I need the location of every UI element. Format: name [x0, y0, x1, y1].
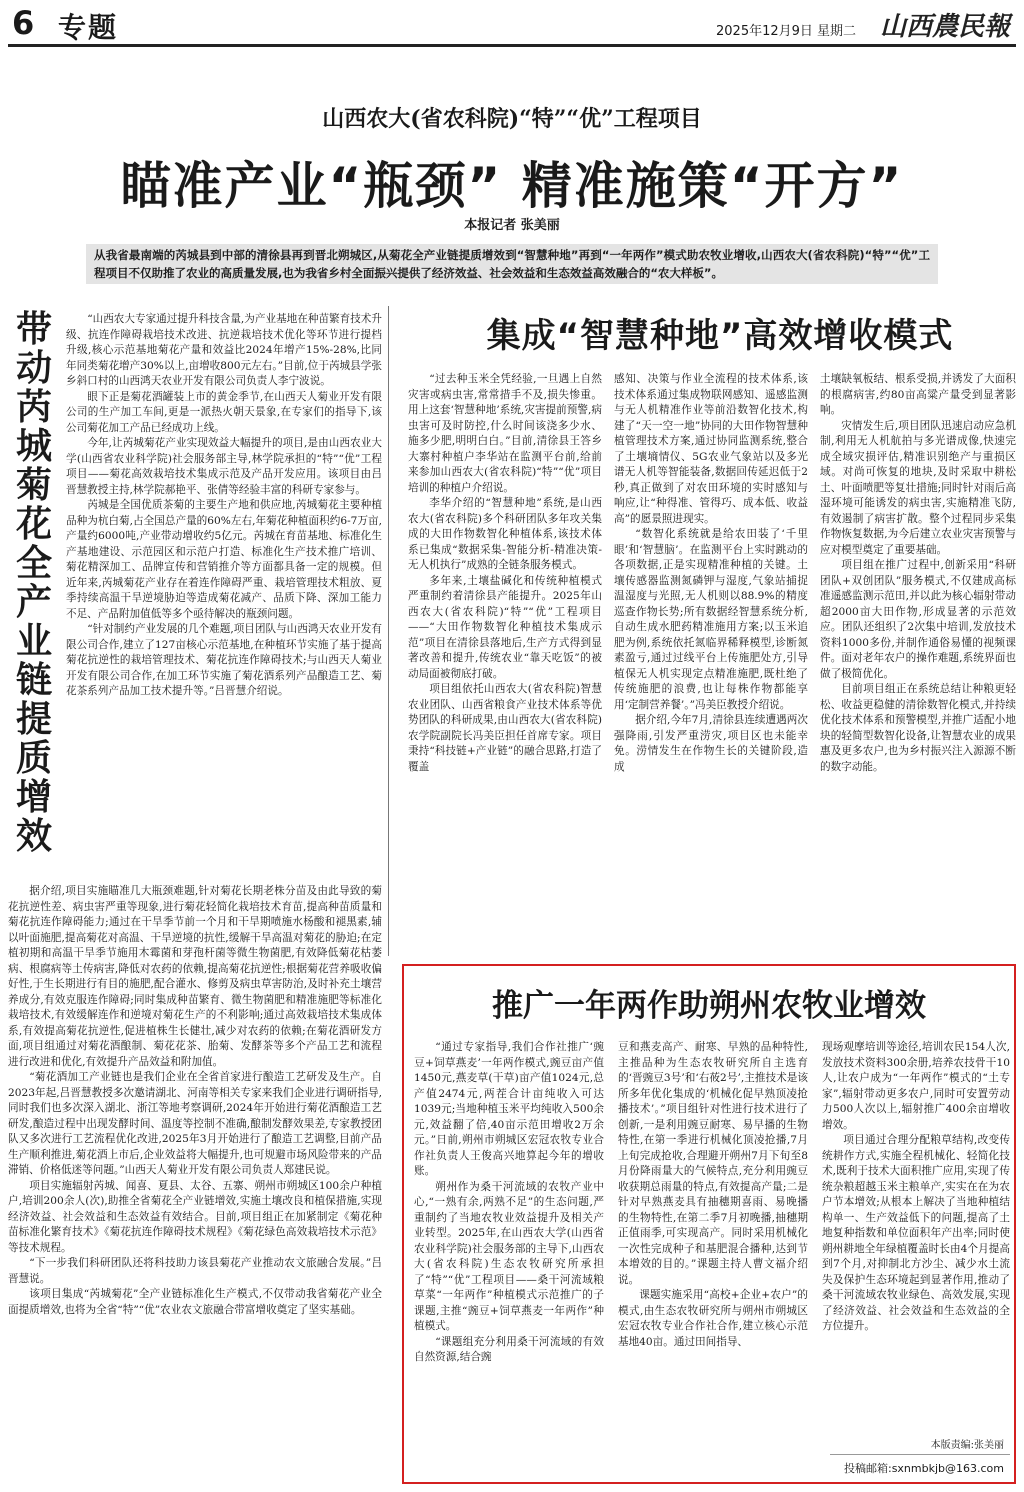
column-divider — [388, 306, 389, 956]
page-number: 6 — [12, 4, 35, 42]
story1-column-top — [66, 312, 382, 882]
story2-column-2 — [614, 372, 808, 956]
story2-column-3 — [820, 372, 1016, 956]
paragraph: 多年来,土壤盐碱化和传统种植模式严重制约着清徐县产能提升。2025年山西农大(省农科院)“特”“优”工程项目——“大田作物数智化种植技术集成示范”项目在清徐县落地后,生产方式得到显著改善和提升,传统农业“靠天吃饭”的被动局面被彻底打破。 — [408, 574, 602, 680]
section-name: 专题 — [58, 11, 119, 44]
paragraph: “菊花酒加工产业链也是我们企业在全省首家进行酿造工艺研发及生产。自2023年起,吕晋慧教授多次邀请湖北、河南等相关专家来我们企业进行调研指导,同时我们也多次深入湖北、浙江等地考察调研,2024年开始进行菊花酒酿造工艺研发,酿造过程中出现发酵时间、温度等控制不准确,酿制发酵效果差,专家教授团队又多次进行工艺流程优化改进,2025年3月开始进行了酿造工艺调整,目前产品生产顺利推进,菊花酒上市后,企业效益将大幅提升,也可规避市场风险带来的产品滞销、价格低迷等问题。”山西天人菊业开发有限公司负责人郑建民说。 — [8, 1071, 382, 1176]
paragraph: 据介绍,项目实施瞄准几大瓶颈难题,针对菊花长期老株分苗及由此导致的菊花抗逆性差、病虫害严重等现象,进行菊花轻简化栽培技术育苗,提高种苗质量和菊花抗连作障碍能力;通过在干旱季节前一个月和干旱期喷施水杨酸和褪黑素,辅以叶面施肥,提高菊花对高温、干旱逆境的抗性,缓解干旱高温对菊花的胁迫;在定植初期和高温干旱季节施用木霉菌和芽孢杆菌等微生物菌肥,有效降低菊花枯萎病、根腐病等土传病害,降低对农药的依赖,提高菊花抗逆性;根据菊花营养吸收偏好性,于生长期进行有目的施肥,配合灌水、修剪及病虫草害防治,及时补充土壤营养成分,有效克服连作障碍;同时集成种苗繁育、微生物菌肥和精准施肥等标准化栽培技术,有效缓解连作和逆境对菊花生产的不利影响;通过高效栽培技术集成体系,有效提高菊花抗逆性,促进植株生长健壮,减少对农药的依赖;在菊花酒研发方面,项目组通过对菊花酒酿制、菊花花茶、胎菊、发酵茶等多个产品工艺和流程进行改进和优化,有效提升产品效益和附加值。 — [8, 885, 382, 1068]
story2-subtitle: 集成“智慧种地”高效增收模式 — [486, 316, 954, 356]
paragraph: “课题组充分利用桑干河流域的有效自然资源,结合豌 — [414, 1335, 604, 1363]
paragraph: “山西农大专家通过提升科技含量,为产业基地在种苗繁育技术升级、抗连作障碍栽培技术改进、抗逆栽培技术优化等环节进行提档升级,核心示范基地菊花产量和效益比2024年增产15%-28%,比同年同类菊花增产30%以上,亩增收800元左右。”目前,位于芮城县学张乡斜口村的山西鸿天农业开发有限公司负责人李宁波说。 — [66, 313, 382, 387]
paragraph: 项目组在推广过程中,创新采用“科研团队+双创团队”服务模式,不仅建成高标准遥感监测示范田,并以此为核心辐射带动超2000亩大田作物,形成显著的示范效应。团队还组织了2次集中培训,发放技术资料1000多份,并制作通俗易懂的视频课件。面对老年农户的操作难题,系统界面也做了极简优化。 — [820, 559, 1016, 680]
footer-rule — [830, 1454, 1010, 1455]
paragraph: 现场观摩培训等途径,培训农民154人次,发放技术资料300余册,培养农技骨干10人,让农户成为“一年两作”模式的“土专家”,辐射带动更多农户,同时可安置劳动力500人次以上,辐射推广400余亩增收增效。 — [822, 1041, 1010, 1131]
story3-column-1 — [414, 1040, 604, 1476]
paragraph: 项目实施辐射芮城、闻喜、夏县、太谷、五寨、朔州市朔城区100余户种植户,培训200余人(次),助推全省菊花全产业链增效,实施土壤改良和植保措施,实现经济效益、社会效益和生态效益有效结合。目前,项目组正在加紧制定《菊花种苗标准化繁育技术》《菊花抗连作障碍技术规程》《菊花绿色高效栽培技术示范》等技术规程。 — [8, 1179, 382, 1254]
paragraph: “数智化系统就是给农田装了‘千里眼’和‘智慧脑’。在监测平台上实时跳动的各项数据,正是实现精准种植的关键。土壤传感器监测氮磷钾与湿度,气象站捕捉温湿度与光照,无人机则以88.9%的精度巡查作物长势;所有数据经智慧系统分析,自动生成水肥药精准施用方案;以玉米追肥为例,系统依托氮临界稀释模型,诊断氮素盈亏,通过过线平台上传施肥处方,引导植保无人机实现定点精准施肥,既杜绝了传统施肥的浪费,也让每株作物都能享用‘定制营养餐’。”冯美臣教授介绍说。 — [614, 528, 808, 711]
paragraph: 感知、决策与作业全流程的技术体系,该技术体系通过集成物联网感知、遥感监测与无人机精准作业等前沿数智化技术,构建了“天一空一地”协同的大田作物智慧种植管理技术方案,通过协同监测系统,整合了土壤墒情仪、5G农业气象站以及多光谱无人机等智能装备,数据回传延迟低于2秒,真正做到了对农田环境的实时感知与响应,让“种得准、管得巧、成本低、收益高”的愿景照进现实。 — [614, 373, 808, 525]
paragraph: “针对制约产业发展的几个难题,项目团队与山西鸿天农业开发有限公司合作,建立了127亩核心示范基地,在种植环节实施了基于提高菊花抗逆性的栽培管理技术、菊花抗连作障碍技术;与山西天人菊业开发有限公司合作,在加工环节实施了菊花酒系列产品酿造工艺、菊花茶系列产品加工技术提升等。”吕晋慧介绍说。 — [66, 623, 382, 697]
paragraph: 芮城是全国优质茶菊的主要生产地和供应地,芮城菊花主要种植品种为杭白菊,占全国总产量的60%左右,年菊花种植面积约6-7万亩,产量约6000吨,产业带动增收约5亿元。芮城在育苗基地、标准化生产基地建设、示范园区和示范户打造、标准化生产技术推广培训、菊花精深加工、品牌宣传和营销推介等方面都具备一定的规模。但近年来,芮城菊花产业存在着连作障碍严重、栽培管理技术粗放、夏季持续高温干旱逆境胁迫等造成菊花减产、品质下降、深加工能力不足、产品附加值低等多个亟待解决的瓶颈问题。 — [66, 499, 382, 620]
page-title: 瞄准产业“瓶颈” 精准施策“开方” — [120, 157, 904, 215]
newspaper-masthead: 山西農民報 — [880, 12, 1011, 42]
paragraph: 项目组依托山西农大(省农科院)智慧农业团队、山西省粮食产业技术体系等优势团队的科研成果,由山西农大(省农科院)农学院副院长冯美臣担任首席专家。项目秉持“科技链+产业链”的融合思路,打造了覆盖 — [408, 683, 602, 773]
paragraph: 豆和燕麦高产、耐寒、早熟的品种特性,主推品种为生态农牧研究所自主选育的‘晋豌豆3号’和‘右莜2号’,主推技术是该所多年优化集成的‘机械化促早熟顶凌抢播技术’。”项目组针对性进行技术进行了创新,一是利用豌豆耐寒、易早播的生物特性,在第一季进行机械化顶凌抢播,7月上旬完成抢收,合理避开朔州7月下旬至8月份降雨量大的气候特点,充分利用豌豆收获期总雨量的特点,有效提高产量;二是针对早熟燕麦具有抽穗期喜雨、易晚播的生物特性,在第二季7月初晚播,抽穗期正值雨季,可实现高产。同时采用机械化一次性完成种子和基肥混合播种,达到节本增效的目的。”课题主持人曹文福介绍说。 — [618, 1041, 808, 1286]
editor-credit: 本版责编:张美丽 — [930, 1440, 1004, 1451]
headline-kicker: 山西农大(省农科院)“特”“优”工程项目 — [322, 106, 702, 132]
paragraph: 灾情发生后,项目团队迅速启动应急机制,利用无人机航拍与多光谱成像,快速完成全域灾损评估,精准识别绝产与重损区域。对尚可恢复的地块,及时采取中耕松土、叶面喷肥等复壮措施;同时针对雨后高湿环境可能诱发的病虫害,实施精准飞防,有效遏制了病害扩散。整个过程同步采集作物恢复数据,为今后建立农业灾害预警与应对模型奠定了重要基础。 — [820, 419, 1016, 556]
paragraph: 该项目集成“芮城菊花”全产业链标准化生产模式,不仅带动我省菊花产业全面提质增效,也将为全省“特”“优”农业农文旅融合带富增收奠定了坚实基础。 — [8, 1288, 382, 1316]
lead-paragraph: 从我省最南端的芮城县到中部的清徐县再到晋北朔城区,从菊花全产业链提质增效到“智慧种地”再到“一年两作”模式助农牧业增收,山西农大(省农科院)“特”“优”工程项目不仅助推了农业的高质量发展,也为我省乡村全面振兴提供了经济效益、社会效益和生态效益高效融合的“农大样板”。 — [86, 244, 938, 284]
paragraph: 项目通过合理分配粮草结构,改变传统耕作方式,实施全程机械化、轻简化技术,既利于技术大面积推广应用,实现了传统杂粮超越玉米主粮单产,实实在在为农户节本增效;从根本上解决了当地种植结构单一、生产效益低下的问题,提高了土地复种指数和单位面积年产出率;同时使朔州耕地全年绿植覆盖时长由4个月提高到7个月,对抑制北方沙尘、减少水土流失及保护生态环境起到显著作用,推动了桑干河流域农牧业绿色、高效发展,实现了经济效益、社会效益和生态效益的全方位提升。 — [822, 1134, 1010, 1332]
paragraph: “通过专家指导,我们合作社推广‘豌豆+饲草燕麦’一年两作模式,豌豆亩产值1450元,燕麦草(干草)亩产值1024元,总产值2474元,两茬合计亩纯收入可达1039元;当地种植玉米平均纯收入500余元,效益翻了倍,40亩示范田增收2万余元。”日前,朔州市朔城区宏冠农牧专业合作社负责人王俊高兴地算起今年的增收账。 — [414, 1041, 604, 1177]
paragraph: 眼下正是菊花酒罐装上市的黄金季节,在山西天人菊业开发有限公司的生产加工车间,更是一派热火朝天景象,在专家们的指导下,该公司菊花加工产品已经成功上线。 — [66, 390, 382, 434]
paragraph: 朔州作为桑干河流域的农牧产业中心,“一熟有余,两熟不足”的生态问题,严重制约了当地农牧业效益提升及相关产业转型。2025年,在山西农大学(山西省农业科学院)社会服务部的主导下,山西农大(省农科院)生态农牧研究所承担了“特”“优”工程项目——桑干河流域粮草菜“一年两作”种植模式示范推广的子课题,主推“豌豆+饲草燕麦一年两作”种植模式。 — [414, 1180, 604, 1332]
paragraph: 李华介绍的“智慧种地”系统,是山西农大(省农科院)多个科研团队多年攻关集成的大田作物数智化种植体系,该技术体系已集成“数据采集-智能分析-精准决策-无人机执行”成熟的全链条服务模式。 — [408, 497, 602, 571]
paragraph: 据介绍,今年7月,清徐县连续遭遇两次强降雨,引发严重涝灾,项目区也未能幸免。涝情发生在作物生长的关键阶段,造成 — [614, 714, 808, 773]
paragraph: 今年,让芮城菊花产业实现效益大幅提升的项目,是由山西农业大学(山西省农业科学院)社会服务部主导,林学院承担的“特”“优”工程项目——菊花高效栽培技术集成示范及产品开发应用。该项目由吕晋慧教授主持,林学院郝艳平、张倩等经验丰富的科研专家参与。 — [66, 437, 382, 496]
story3-column-3 — [822, 1040, 1010, 1430]
submission-email: 投稿邮箱:sxnmbkjb@163.com — [843, 1462, 1004, 1475]
paragraph: “下一步我们科研团队还将科技助力该县菊花产业推动农文旅融合发展。”吕晋慧说。 — [8, 1257, 382, 1285]
paragraph: 课题实施采用“高校+企业+农户”的模式,由生态农牧研究所与朔州市朔城区宏冠农牧专业合作社合作,建立核心示范基地40亩。通过田间指导、 — [618, 1289, 808, 1348]
story3-subtitle: 推广一年两作助朔州农牧业增效 — [492, 988, 926, 1024]
story1-vertical-title: 带动芮城菊花全产业链提质增效 — [15, 309, 52, 857]
paragraph: 土壤缺氧板结、根系受损,并诱发了大面积的根腐病害,约80亩高粱产量受到显著影响。 — [820, 373, 1016, 416]
issue-date: 2025年12月9日 星期二 — [716, 24, 857, 39]
story3-column-2 — [618, 1040, 808, 1476]
header-rule — [8, 44, 1016, 47]
paragraph: “过去种玉米全凭经验,一旦遇上自然灾害或病虫害,常常措手不及,损失惨重。用上这套‘智慧种地’系统,灾害提前预警,病虫害可及时防控,什么时间该浇多少水、施多少肥,明明白白。”目前,清徐县王答乡大寨村种植户李华站在监测平台前,给前来参加山西农大(省农科院)“特”“优”项目培训的种植户介绍说。 — [408, 373, 602, 494]
story2-column-1 — [408, 372, 602, 956]
paragraph: 目前项目组正在系统总结让种粮更轻松、收益更稳健的清徐数智化模式,并持续优化技术体系和预警模型,并推广适配小地块的轻简型数智化设备,让智慧农业的成果惠及更多农户,也为乡村振兴注入源源不断的数字动能。 — [820, 683, 1016, 773]
story1-column-bottom — [8, 884, 382, 1484]
byline: 本报记者 张美丽 — [464, 218, 560, 233]
